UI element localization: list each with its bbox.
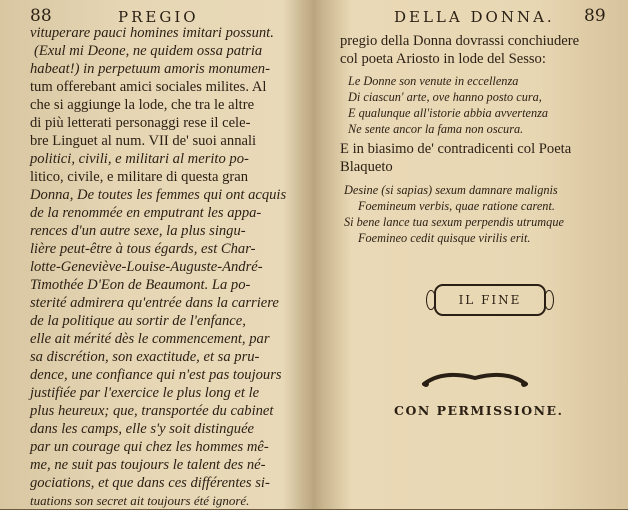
verse-line: Si bene lance tua sexum perpendis utrumque [344, 215, 564, 229]
verse-line: Di ciascun' arte, ove hanno posto cura, [348, 90, 542, 104]
right-page [318, 0, 628, 509]
right-text-line: E in biasimo de' contradicenti col Poeta [340, 141, 572, 157]
left-text-line: di più letterati personaggi rese il cele- [30, 115, 251, 131]
left-text-line: bre Linguet al num. VII de' suoi annali [30, 133, 257, 149]
left-text-line: lière peut-être à tous égards, est Char- [30, 241, 256, 257]
left-text-line: Timothée D'Eon de Beaumont. La po- [30, 277, 251, 293]
left-text-line: de la renommée en emputrant les appa- [30, 205, 262, 221]
left-text-line: (Exul mi Deone, ne quidem ossa patria [34, 43, 263, 59]
right-text-line: col poeta Ariosto in lode del Sesso: [340, 51, 546, 67]
left-text-line: par un courage qui chez les hommes mê- [30, 439, 269, 455]
left-text-line: che si aggiunge la lode, che tra le altre [30, 97, 255, 113]
right-text-line: Blaqueto [340, 159, 393, 175]
left-text-line: me, ne suit pas toujours le talent des né- [30, 457, 266, 473]
ornament-flourish-icon [420, 370, 530, 390]
the-end-cartouche [434, 284, 546, 316]
verse-line: Desine (si sapias) sexum damnare malignis [344, 183, 558, 197]
left-text-line: Donna, De toutes les femmes qui ont acquis [30, 187, 287, 203]
left-running-head: PREGIO [118, 8, 199, 26]
left-text-line: sterité admirera qu'entrée dans la carriere [30, 295, 279, 311]
left-text-line: habeat!) in perpetuum amoris monumen- [30, 61, 270, 77]
left-text-line: sa discrétion, son exactitude, et sa pru- [30, 349, 260, 365]
verse-line: Foemineo cedit quisque virilis erit. [358, 231, 531, 245]
left-text-line: politici, civili, e militari al merito po- [30, 151, 249, 167]
right-text-line: pregio della Donna dovrassi conchiudere [340, 33, 580, 49]
verse-line: E qualunque all'istorie abbia avvertenza [348, 106, 549, 120]
left-text-line: tum offerebant amici sociales milites. Al [30, 79, 267, 95]
left-page [0, 0, 310, 509]
left-text-line: rences d'un autre sexe, la plus singu- [30, 223, 246, 239]
right-running-head: DELLA DONNA. [394, 8, 555, 26]
left-text-line: dans les camps, elle s'y soit distinguée [30, 421, 255, 437]
left-text-line: tuations son secret ait toujours été ignoré. [30, 493, 250, 508]
left-text-line: de la politique au sortir de l'enfance, [30, 313, 246, 329]
left-text-line: gociations, et que dans ces différentes si- [30, 475, 270, 491]
left-text-line: litico, civile, e militare di questa gran [30, 169, 249, 185]
left-text-line: justifiée par l'exercice le plus long et le [30, 385, 260, 401]
left-page-number: 88 [30, 6, 52, 26]
left-text-line: vituperare pauci homines imitari possunt. [30, 25, 274, 41]
the-end-label: IL FINE [458, 293, 522, 307]
right-page-number: 89 [584, 6, 606, 26]
imprimatur-text: CON PERMISSIONE. [394, 403, 564, 418]
left-text-line: dence, une confiance qui n'est pas toujours [30, 367, 282, 383]
left-text-line: plus heureux; que, transportée du cabinet [30, 403, 274, 419]
verse-line: Ne sente ancor la fama non oscura. [348, 122, 524, 136]
verse-line: Foemineum verbis, quae ratione carent. [358, 199, 555, 213]
left-text-line: lotte-Geneviève-Louise-Auguste-André- [30, 259, 263, 275]
verse-line: Le Donne son venute in eccellenza [348, 74, 519, 88]
left-text-line: elle ait mérité dès le commencement, par [30, 331, 270, 347]
